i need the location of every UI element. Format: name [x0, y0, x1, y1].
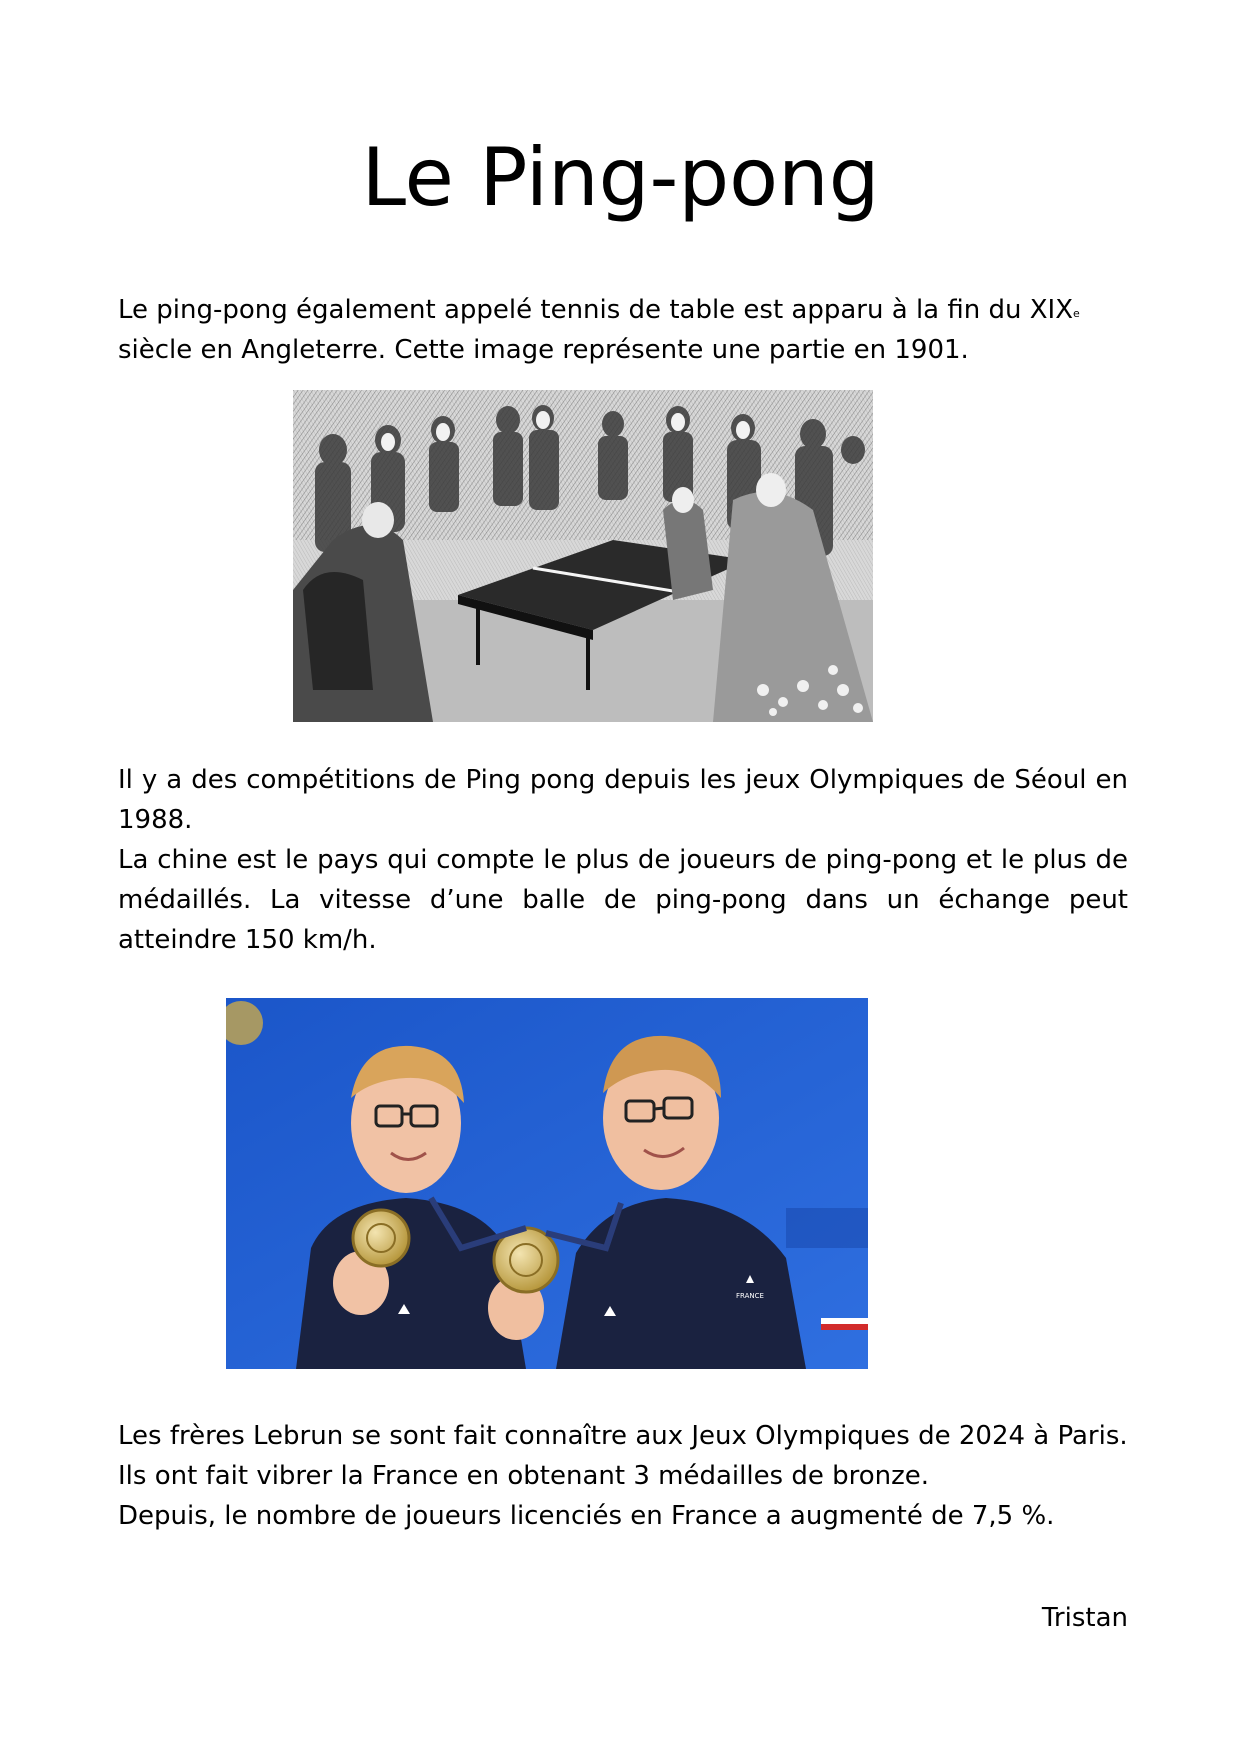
intro-paragraph [118, 290, 1128, 370]
lebrun-paragraph [118, 1416, 1128, 1536]
lebrun-brothers-photo-icon [226, 998, 868, 1369]
lebrun-line-2: Depuis, le nombre de joueurs licenciés en France a augmenté de 7,5 %. [118, 1501, 1055, 1531]
intro-text-before: Le ping-pong également appelé tennis de table est apparu à la fin du XIX [118, 295, 1074, 325]
intro-text-after: siècle en Angleterre. Cette image représente une partie en 1901. [118, 335, 969, 365]
century-superscript: e [1073, 307, 1080, 320]
shirt-text: FRANCE [736, 1292, 764, 1300]
competition-line-1: Il y a des compétitions de Ping pong depuis les jeux Olympiques de Séoul en 1988. [118, 765, 1128, 835]
lebrun-line-1: Les frères Lebrun se sont fait connaître aux Jeux Olympiques de 2024 à Paris. Ils ont fait vibrer la France en obtenant 3 médailles de bronze. [118, 1421, 1128, 1491]
vintage-ping-pong-image [293, 390, 873, 722]
competition-paragraph [118, 760, 1128, 960]
vintage-engraving-icon [293, 390, 873, 722]
page-title: Le Ping-pong [361, 131, 880, 224]
author-signature: Tristan [1041, 1603, 1128, 1633]
lebrun-brothers-image [226, 998, 868, 1369]
competition-line-2: La chine est le pays qui compte le plus de joueurs de ping-pong et le plus de médaillés. La vitesse d’une balle de ping-pong dans un échange peut atteindre 150 km/h. [118, 845, 1128, 955]
